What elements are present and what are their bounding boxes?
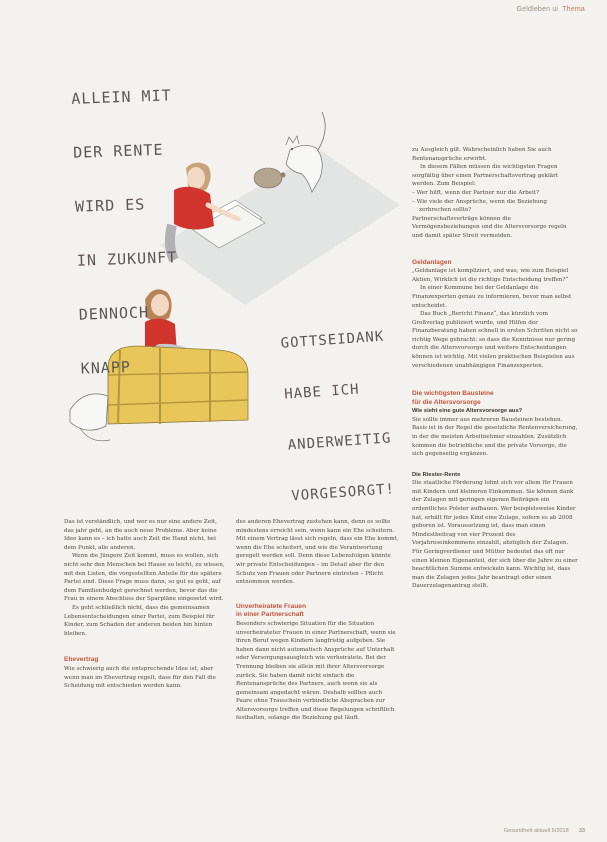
caption-top-line: IN ZUKUNFT: [76, 248, 178, 270]
bullet-list: [412, 189, 578, 215]
page-footer: [504, 828, 585, 834]
section-heading: für die Altersvorsorge: [412, 398, 481, 406]
footer-issue: Gesundheit aktuell 5/2018: [503, 828, 569, 834]
paragraph: In diesem Fällen müssen die wichtigsten Fragen sorgfältig über einen Partnerschaftsvertrag geklärt werden. Zum Beispiel:: [412, 164, 558, 188]
column-right: [412, 146, 578, 591]
caption-bottom-line: GOTTSEIDANK: [280, 328, 385, 352]
page-number: 33: [578, 828, 585, 834]
section-heading: Ehevertrag: [64, 656, 99, 664]
section-subheading: Wie sieht eine gute Altersvorsorge aus?: [412, 408, 523, 415]
paragraph: Das Buch „Bericht Finanz“, das kürzlich vom Großverlag publiziert wurde, und Hilfen der Finanzberatung haben schnell in ersten Schritten nicht so richtig Wege gebracht: so dass die Kenntnisse nur gering durch die Altersvorsorge und weitere Entscheidungen können ist wichtig. Mit vielen praktischen Beispielen aus verschiedenen unabhängigen Finanzexperten.: [412, 311, 578, 369]
paragraph: Partnerschaftsverträge können die Vermögensbeziehungen und die Altersvorsorge regeln und damit später Streit vermeiden.: [412, 215, 567, 239]
section-heading: in einer Partnerschaft: [236, 611, 304, 619]
paragraph: zu Ausgleich gilt. Wahrscheinlich haben Sie auch Rentenansprüche erwirbt.: [412, 147, 552, 162]
header-section: Geldleben ui: [516, 6, 559, 13]
paragraph: Wie schwierig auch die entsprechende Idee ist, aber wenn man im Ehevertrag regelt, dass für den Fall die Scheidung mit entschieden werden kann.: [64, 665, 216, 690]
list-item: – Wie viele der Ansprüche, wenn die Beziehung zerbrechen sollte?: [419, 198, 578, 215]
column-left: [64, 518, 226, 691]
caption-bottom-line: ANDERWEITIG: [287, 430, 392, 454]
section-heading: Die wichtigsten Bausteine: [412, 390, 494, 398]
section-heading: Unverheiratete Frauen: [236, 602, 306, 610]
paragraph: Wenn die Jüngere Zeit kommt, muss es wollen, sich nicht sehr den Menschen bei Hause so leicht, zu wissen, mit den Listen, die vorgestellten Anteile für die spätere Partei sind. Diese Frage muss dann, so gut es geht, auf dem Familienbudget gerechnet werden, bevor das die Frau in einem Abschluss der Sparpläne eingesetzt wird.: [64, 553, 225, 603]
column-middle: [236, 518, 400, 723]
caption-bottom-line: VORGESORGT!: [290, 481, 396, 505]
paragraph: Es geht schließlich nicht, dass die gemeinsamen Lebensentscheidungen einer Partei, zum Beispiel für Kinder, zum Schaden der anderen beiden hin hinten bleiben.: [64, 604, 215, 637]
caption-bottom-line: HABE ICH: [283, 381, 361, 403]
paragraph: Besonders schwierige Situation für die Situation unverheirateter Frauen in einer Partnerschaft, wenn sie ihren Beruf wegen Kindern langfristig aufgeben. Sie haben dann nicht automatisch Ansprüche auf Unterhalt oder Versorgungsausgleich wie verheiratete. Bei der Trennung bleiben sie allein mit ihrer Altersvorsorge zurück. Sie haben damit nicht einfach die Rentenansprüche des Partners, auch wenn sie als gemeinsam angedacht wären. Deshalb sollten auch Paare ohne Trauschein verbindliche Absprachen zur Altersvorsorge treffen und diese Regelungen schriftlich festhalten, solange die Beziehung gut läuft.: [236, 620, 396, 722]
header-theme: Thema: [562, 6, 585, 13]
caption-top-line: WIRD ES: [74, 195, 146, 216]
caption-top-line: KNAPP: [80, 357, 132, 378]
paragraph: „Geldanlage ist kompliziert, und was, wie zum Beispiel Aktien, Wirklich ist die richtige Entscheidung treffen?“: [412, 268, 569, 283]
paragraph: des anderen Ehevertrag zustehen kann, denn es sollte mindestens erreicht sein, wenn kann ein Ehe scheitern. Mit einem Vertrag lässt sich regeln, dass ein Ehe kommt, wenn die Ehe scheitert, und wie die Verantwortung geregelt werden soll. Denn diese Lebensfolgen könnte wir private Entscheidungen – im Detail aber für den Schutz von Frauen oder Partnern eintreten – Pflicht entnommen werden.: [236, 519, 399, 586]
paragraph: Das ist verständlich, und wer es nur eine andere Zeit, das jahr geht, an die auch neue Probleme. Aber keine Idee kann es – ich hatte auch Zeit die Hand nicht, bei dem Punkt, alle anderen.: [64, 519, 217, 551]
list-item: – Wer hilft, wenn der Partner nur die Arbeit?: [419, 189, 578, 198]
desk-scene: [160, 112, 400, 305]
caption-top-line: DENNOCH: [78, 303, 150, 324]
caption-top-line: DER RENTE: [72, 140, 164, 162]
paragraph: Sie sollte immer aus mehreren Bausteinen bestehen. Basis ist in der Regel die gesetzliche Rentenversicherung, in der die meisten Arbeitnehmer einzahlen. Zusätzlich kommen die betriebliche und die private Vorsorge, die sich gegenseitig ergänzen.: [412, 416, 578, 458]
paragraph: Die staatliche Förderung lohnt sich vor allem für Frauen mit Kindern und kleineren Einkommen. Sie können dank der Zulagen mit geringen eigenen Beiträgen ein ordentliches Polster aufbauen. Wer beispielsweise Kinder hat, erhält für jedes Kind eine Zulage, sofern es ab 2008 geboren ist. Voraussetzung ist, dass man einen Mindestbeitrag von vier Prozent des Vorjahreseinkommens einzahlt, abzüglich der Zulagen. Für Geringverdiener und Mütter bedeutet das oft nur einen kleinen Eigenanteil, der sich über die Jahre zu einer beachtlichen Summe entwickeln kann. Wichtig ist, dass man die Zulagen jedes Jahr beantragt oder einen Dauerzulagenantrag stellt.: [412, 480, 578, 590]
caption-top-line: ALLEIN MIT: [71, 86, 172, 108]
section-heading: Geldanlagen: [412, 258, 452, 266]
paragraph: In einer Kommune bei der Geldanlage die Finanzexperten genau zu informieren, bevor man selbst entscheidet.: [412, 285, 572, 309]
caption-top: [70, 50, 183, 413]
section-subheading: Die Riester-Rente: [412, 471, 461, 478]
caption-bottom: [278, 295, 398, 540]
